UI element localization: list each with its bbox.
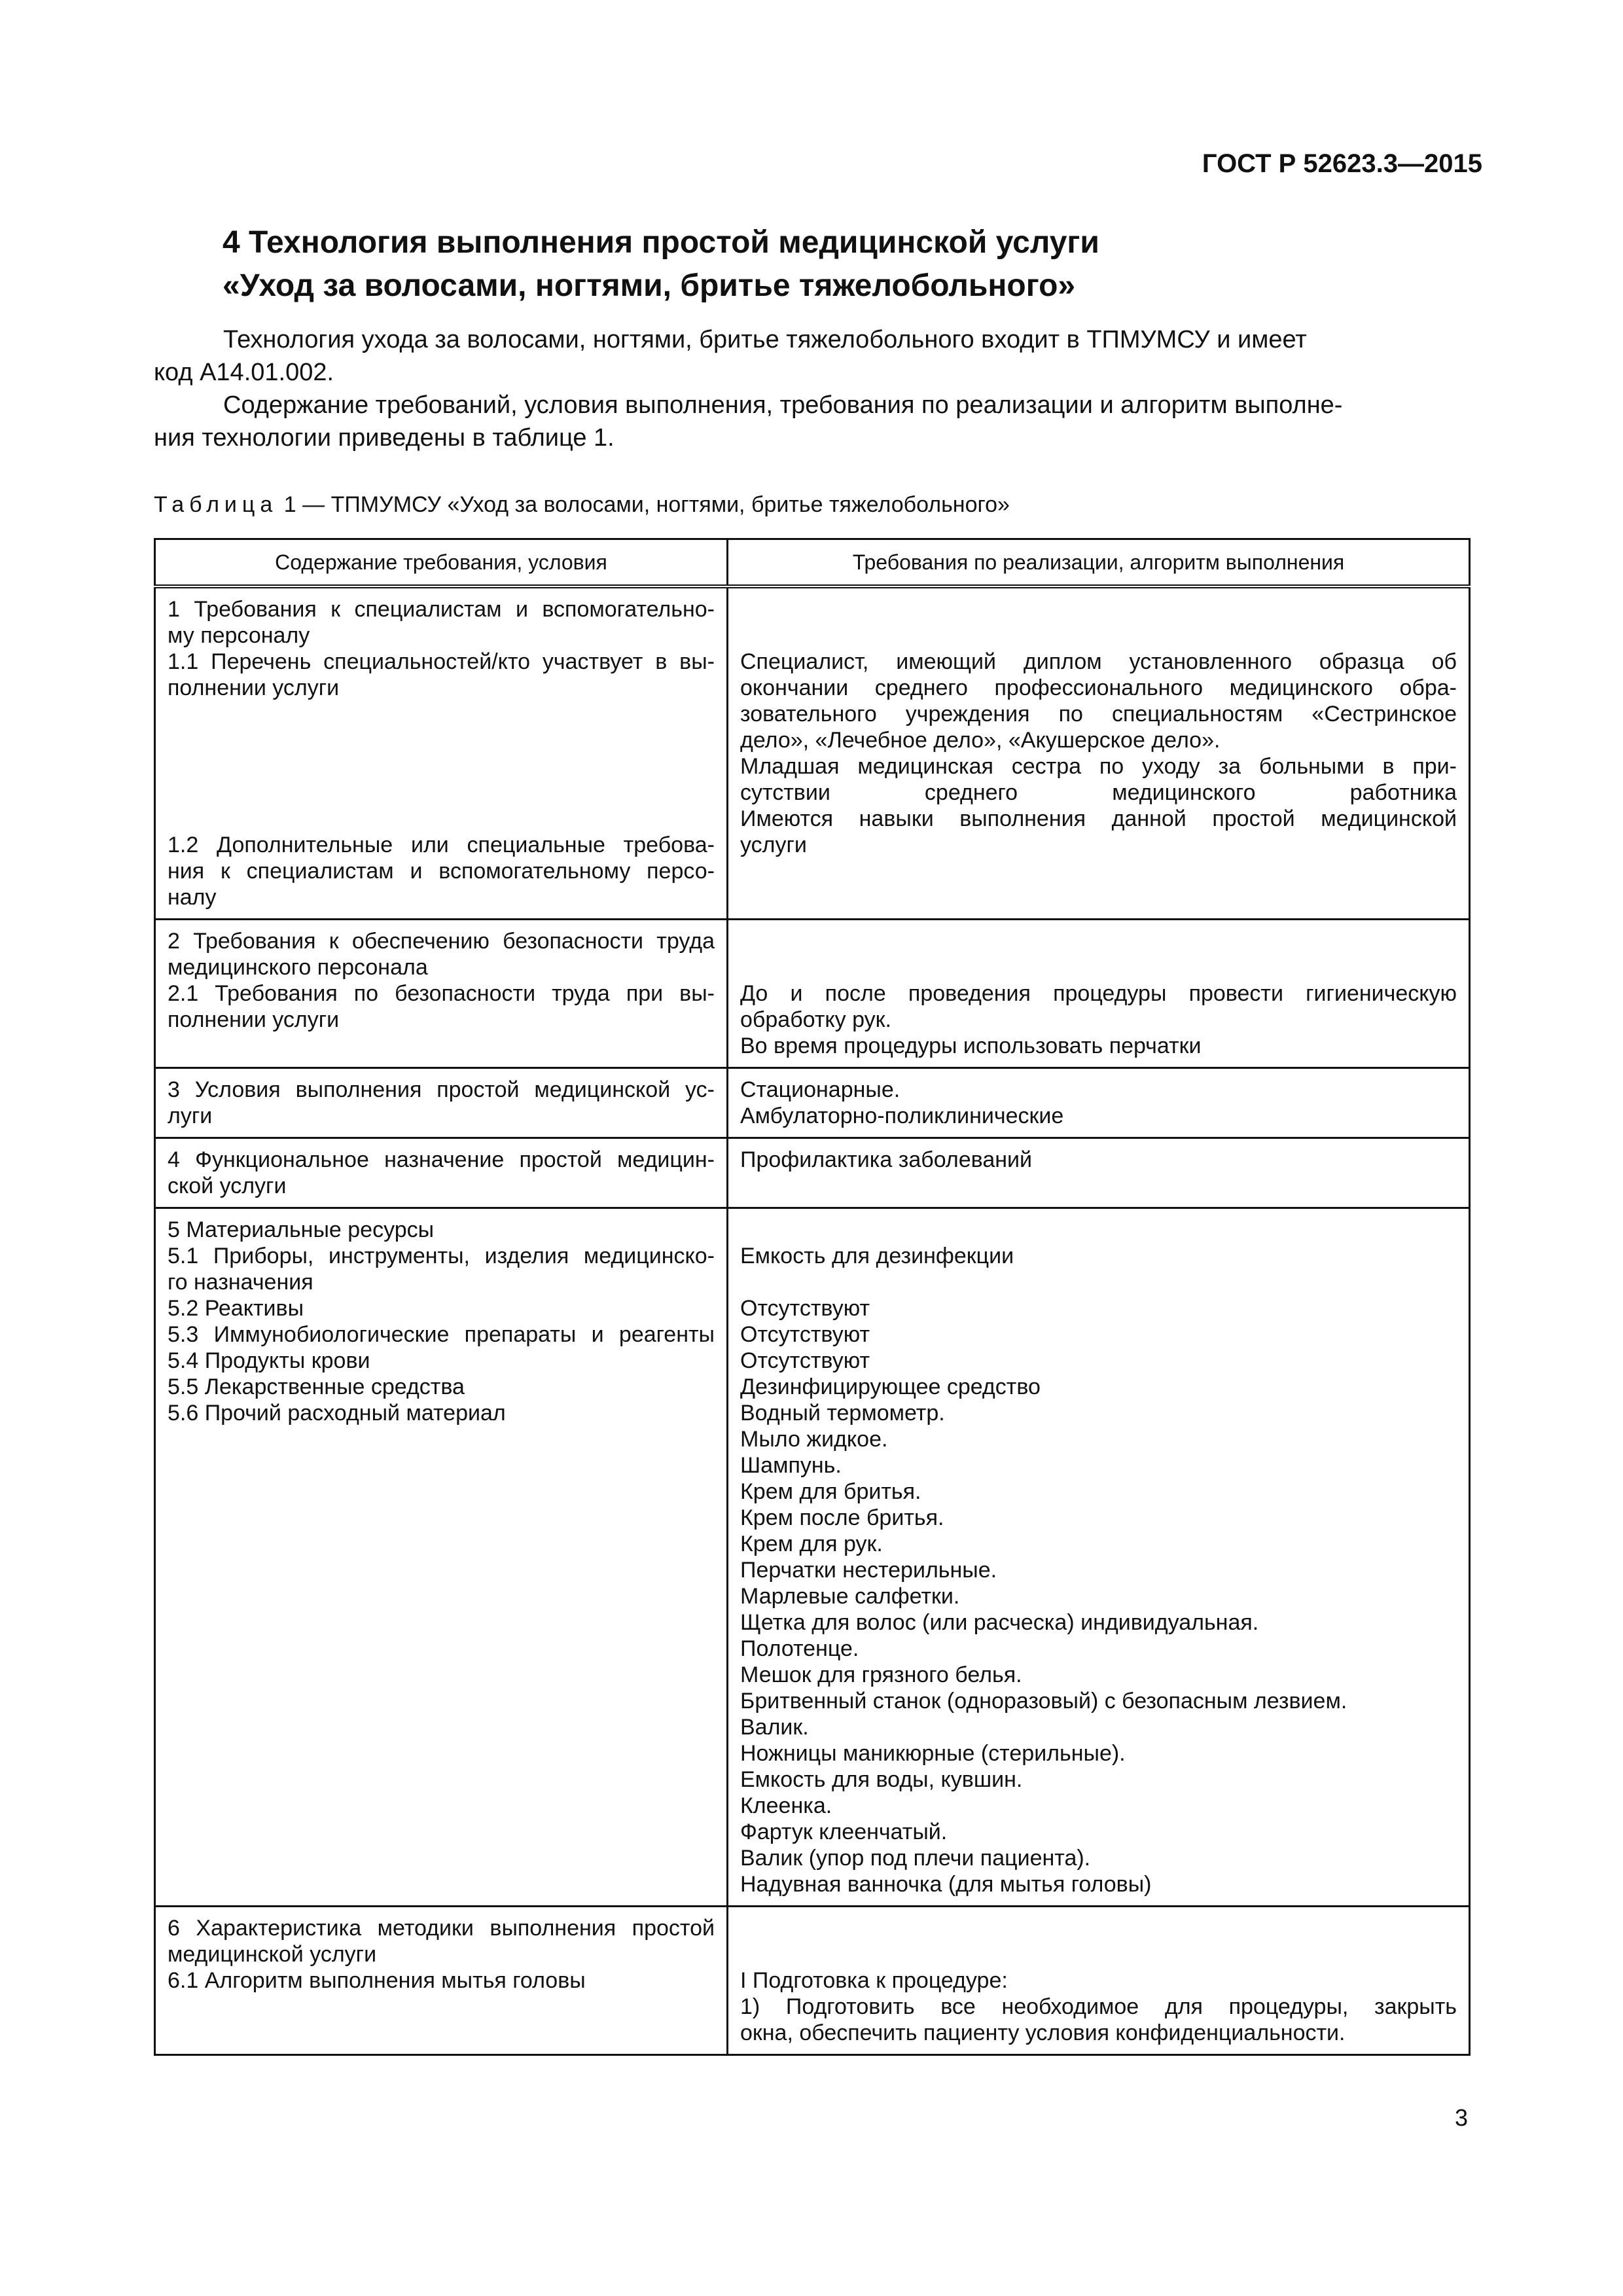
cell-line: Профилактика заболеваний [740,1147,1033,1172]
requirement-cell [155,1138,728,1208]
cell-line: Бритвенный станок (одноразовый) с безопасным лезвием. [740,1689,1347,1713]
cell-line: окончании среднего профессионального медицинского обра- [740,675,1457,700]
cell-line: Отсутствуют [740,1348,870,1373]
implementation-cell [728,586,1470,920]
cell-line: Валик. [740,1715,809,1740]
cell-line: обработку рук. [740,1007,891,1032]
cell-line: До и после проведения процедуры провести гигиеническую [740,981,1457,1006]
cell-line: Водный термометр. [740,1401,945,1426]
cell-line: Валик (упор под плечи пациента). [740,1846,1091,1871]
section-title-line-1: 4 Технология выполнения простой медицинской услуги [223,225,1099,260]
cell-line: 6 Характеристика методики выполнения простой [168,1916,715,1941]
requirement-cell [155,920,728,1068]
table-header-row [155,539,1470,587]
table-caption [154,492,1010,518]
cell-line [740,1941,1457,1967]
cell-line [740,1269,1457,1295]
cell-line: Щетка для волос (или расческа) индивидуальная. [740,1610,1259,1635]
table-caption-label: Таблица [154,492,278,517]
requirement-cell [155,1208,728,1907]
cell-line: 5 Материальные ресурсы [168,1217,435,1242]
cell-line [740,1915,1457,1941]
intro-p1-line-2: код А14.01.002. [154,359,334,386]
cell-line [168,806,715,832]
table-caption-text: 1 — ТПМУМСУ «Уход за волосами, ногтями, бритье тяжелобольного» [283,492,1010,517]
cell-line: окна, обеспечить пациенту условия конфиденциальности. [740,2020,1346,2045]
cell-line: Полотенце. [740,1636,859,1661]
cell-line: луги [168,1103,213,1128]
requirement-cell [155,1068,728,1138]
cell-line: Фартук клеенчатый. [740,1820,948,1844]
cell-line: медицинского персонала [168,955,428,980]
cell-line: 2.1 Требования по безопасности труда при вы- [168,981,715,1006]
cell-line [168,727,715,753]
cell-line [740,596,1457,622]
cell-line: Шампунь. [740,1453,842,1478]
cell-line [740,1217,1457,1243]
cell-line: 5.1 Приборы, инструменты, изделия медицинско- [168,1244,715,1268]
table-header-cell: Содержание требования, условия [155,539,728,587]
cell-line: полнении услуги [168,675,340,700]
cell-line: Стационарные. [740,1077,901,1102]
cell-line: 6.1 Алгоритм выполнения мытья головы [168,1968,586,1993]
cell-line: Крем для бритья. [740,1479,921,1504]
cell-line: 5.4 Продукты крови [168,1348,370,1373]
cell-line: 4 Функциональное назначение простой медицин- [168,1147,715,1172]
cell-line [168,753,715,780]
cell-line: Емкость для дезинфекции [740,1244,1014,1268]
cell-line: Во время процедуры использовать перчатки [740,1033,1202,1058]
implementation-cell [728,920,1470,1068]
cell-line: Специалист, имеющий диплом установленного образца об [740,649,1457,674]
cell-line: Младшая медицинская сестра по уходу за больными в при- [740,754,1457,779]
cell-line: 1.1 Перечень специальностей/кто участвует в вы- [168,649,715,674]
intro-paragraph-2 [154,389,1469,454]
cell-line: Отсутствуют [740,1322,870,1347]
cell-line [740,928,1457,954]
cell-line: Имеются навыки выполнения данной простой медицинской [740,806,1457,831]
table-header-cell: Требования по реализации, алгоритм выполнения [728,539,1470,587]
cell-line: го назначения [168,1270,313,1295]
intro-paragraph-1 [154,323,1469,389]
intro-p2-line-2: ния технологии приведены в таблице 1. [154,424,615,452]
intro-p1-line-1: Технология ухода за волосами, ногтями, бритье тяжелобольного входит в ТПМУМСУ и имеет [223,326,1307,353]
cell-line [168,701,715,727]
section-title-line-2: «Уход за волосами, ногтями, бритье тяжелобольного» [223,268,1076,303]
intro-p2-line-1: Содержание требований, условия выполнения, требования по реализации и алгоритм выполне- [223,391,1343,419]
cell-line [168,780,715,806]
cell-line: ской услуги [168,1174,287,1198]
cell-line: услуги [740,833,807,857]
cell-line: 5.6 Прочий расходный материал [168,1401,506,1426]
cell-line [740,622,1457,649]
cell-line: медицинской услуги [168,1942,377,1967]
section-title [223,221,1099,308]
cell-line: Амбулаторно-поликлинические [740,1103,1064,1128]
requirements-table [154,538,1471,2056]
requirement-cell [155,1907,728,2055]
cell-line: Перчатки нестерильные. [740,1558,997,1583]
cell-line: зовательного учреждения по специальностям «Сестринское [740,702,1457,726]
table-row [155,1208,1470,1907]
cell-line: Марлевые салфетки. [740,1584,960,1609]
cell-line: 1) Подготовить все необходимое для процедуры, закрыть [740,1994,1457,2019]
document-code: ГОСТ Р 52623.3—2015 [1202,149,1482,178]
cell-line: I Подготовка к процедуре: [740,1968,1008,1993]
requirement-cell [155,586,728,920]
cell-line: Крем после бритья. [740,1505,944,1530]
cell-line: Мыло жидкое. [740,1427,888,1452]
cell-line [740,954,1457,980]
cell-line: Ножницы маникюрные (стерильные). [740,1741,1126,1766]
table-row [155,586,1470,920]
cell-line: налу [168,885,217,910]
cell-line: му персоналу [168,623,310,648]
cell-line: сутствии среднего медицинского работника [740,780,1457,805]
page-number: 3 [1454,2104,1468,2131]
cell-line: Крем для рук. [740,1532,883,1556]
cell-line: 5.5 Лекарственные средства [168,1374,465,1399]
cell-line: 5.3 Иммунобиологические препараты и реагенты [168,1322,715,1347]
cell-line: Клеенка. [740,1793,832,1818]
implementation-cell [728,1907,1470,2055]
cell-line: Дезинфицирующее средство [740,1374,1041,1399]
table-row [155,920,1470,1068]
cell-line: 1 Требования к специалистам и вспомогательно- [168,597,715,622]
cell-line: ния к специалистам и вспомогательному персо- [168,859,715,884]
cell-line: полнении услуги [168,1007,340,1032]
cell-line: Емкость для воды, кувшин. [740,1767,1023,1792]
implementation-cell [728,1208,1470,1907]
cell-line: Отсутствуют [740,1296,870,1321]
cell-line: 3 Условия выполнения простой медицинской ус- [168,1077,715,1102]
table-row [155,1068,1470,1138]
implementation-cell [728,1138,1470,1208]
table-row [155,1138,1470,1208]
cell-line: 2 Требования к обеспечению безопасности труда [168,929,715,954]
table-row [155,1907,1470,2055]
table-body [155,586,1470,2055]
cell-line: 5.2 Реактивы [168,1296,304,1321]
cell-line: дело», «Лечебное дело», «Акушерское дело». [740,728,1221,753]
cell-line: Надувная ванночка (для мытья головы) [740,1872,1152,1897]
implementation-cell [728,1068,1470,1138]
cell-line: 1.2 Дополнительные или специальные требова- [168,833,715,857]
cell-line: Мешок для грязного белья. [740,1662,1022,1687]
